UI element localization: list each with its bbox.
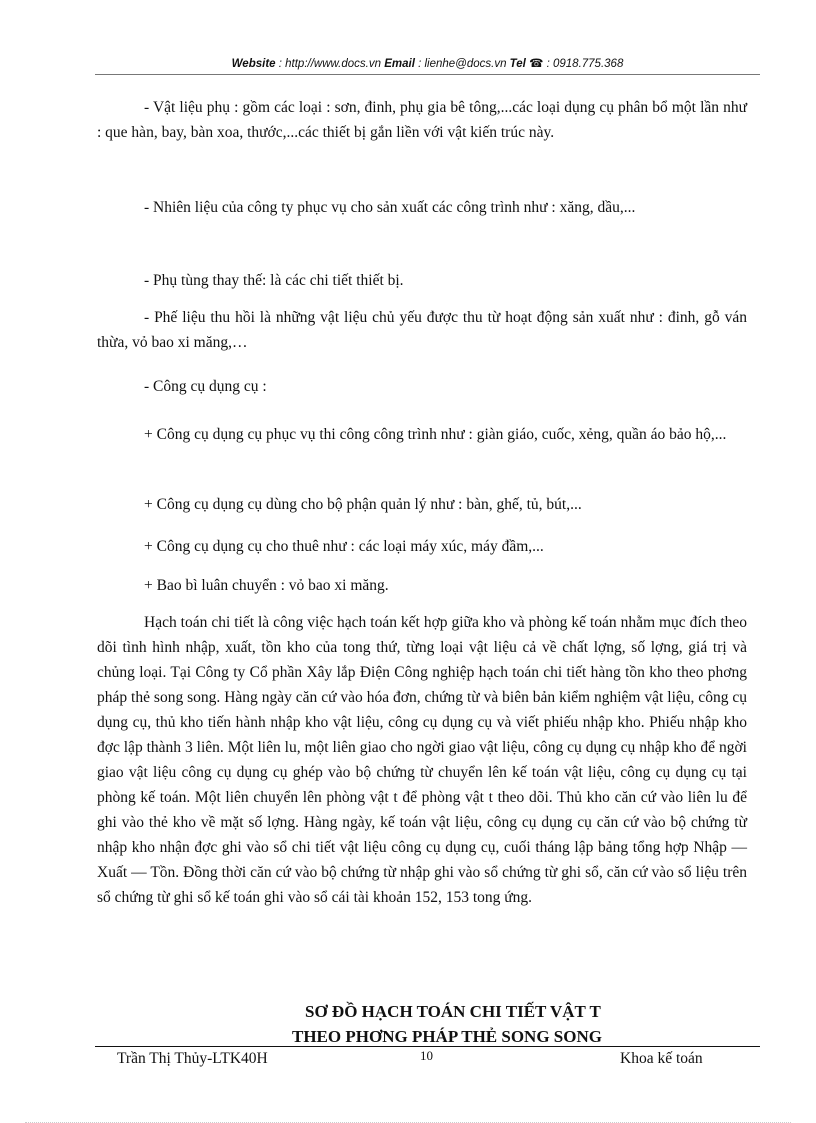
- bullet-packaging: + Bao bì luân chuyển : vỏ bao xi măng.: [144, 577, 389, 594]
- header-divider: [95, 74, 760, 75]
- page-header: [95, 56, 760, 70]
- footer-department: Khoa kế toán: [620, 1050, 703, 1067]
- tel-value: : 0918.775.368: [543, 58, 624, 70]
- bullet-tools-rental: + Công cụ dụng cụ cho thuê như : các loại máy xúc, máy đầm,...: [144, 538, 544, 555]
- paragraph-materials: - Vật liệu phụ : gồm các loại : sơn, đinh, phụ gia bê tông,...các loại dụng cụ phân bổ một lần như : que hàn, bay, bàn xoa, thước,...các thiết bị gắn liền với vật kiến trúc này.: [97, 99, 747, 141]
- bullet-tools-construction: + Công cụ dụng cụ phục vụ thi công công trình như : giàn giáo, cuốc, xẻng, quần áo bảo hộ,...: [144, 426, 727, 443]
- paragraph-detailed-accounting: Hạch toán chi tiết là công việc hạch toán kết hợp giữa kho và phòng kế toán nhằm mục đích theo dõi tình hình nhập, xuất, tồn kho của tong thứ, từng loại vật liệu cả về chất lợng, số lợng, giá trị và chủng loại. Tại Công ty Cổ phần Xây lắp Điện Công nghiệp hạch toán chi tiết hàng tồn kho theo phơng pháp thẻ song song. Hàng ngày căn cứ vào hóa đơn, chứng từ và biên bản kiểm nghiệm vật liệu, công cụ dụng cụ, thủ kho tiến hành nhập kho vật liệu, công cụ dụng cụ và viết phiếu nhập kho. Phiếu nhập kho đợc lập thành 3 liên. Một liên lu, một liên giao cho ngời giao vật liệu, công cụ dụng cụ nhập kho để ngời giao vật liệu công cụ dụng cụ ghép vào bộ chứng từ chuyển lên kế toán vật liệu, công cụ dụng cụ tại phòng kế toán. Một liên chuyển lên phòng vật t để phòng vật t theo dõi. Thủ kho căn cứ vào liên lu để ghi vào thẻ kho về mặt số lợng. Hàng ngày, kế toán vật liệu, công cụ dụng cụ căn cứ vào bộ chứng từ nhập kho nhận đợc ghi vào sổ chi tiết vật liệu công cụ dụng cụ, cuối tháng lập bảng tổng hợp Nhập — Xuất — Tồn. Đồng thời căn cứ vào bộ chứng từ nhập ghi vào sổ chứng từ ghi sổ, căn cứ vào sổ liệu trên sổ chứng từ ghi sổ kế toán ghi vào sổ cái tài khoản 152, 153 tong ứng.: [97, 614, 747, 906]
- footer-author: Trần Thị Thủy-LTK40H: [117, 1050, 268, 1067]
- paragraph-fuel: - Nhiên liệu của công ty phục vụ cho sản xuất các công trình như : xăng, dầu,...: [144, 199, 636, 216]
- email-label: Email: [384, 58, 415, 70]
- website-value: : http://www.docs.vn: [275, 58, 385, 70]
- website-label: Website: [231, 58, 276, 70]
- email-value: : lienhe@docs.vn: [414, 58, 510, 70]
- paragraph-spare-parts: - Phụ tùng thay thế: là các chi tiết thiết bị.: [144, 272, 404, 289]
- footer-divider: [95, 1046, 760, 1047]
- tel-label: Tel: [509, 58, 526, 70]
- paragraph-tools-heading: - Công cụ dụng cụ :: [144, 378, 267, 395]
- diagram-title-line2: THEO PHƠNG PHÁP THẺ SONG SONG: [292, 1027, 602, 1046]
- paragraph-scrap: - Phế liệu thu hồi là những vật liệu chủ yếu được thu từ hoạt động sản xuất như : đinh, gỗ ván thừa, vỏ bao xi măng,…: [97, 309, 747, 351]
- page-number: 10: [420, 1048, 433, 1063]
- phone-icon: ☎: [529, 58, 544, 70]
- bullet-tools-management: + Công cụ dụng cụ dùng cho bộ phận quản lý như : bàn, ghế, tủ, bút,...: [144, 496, 582, 513]
- diagram-title-line1: SƠ ĐỒ HẠCH TOÁN CHI TIẾT VẬT T: [305, 1002, 601, 1021]
